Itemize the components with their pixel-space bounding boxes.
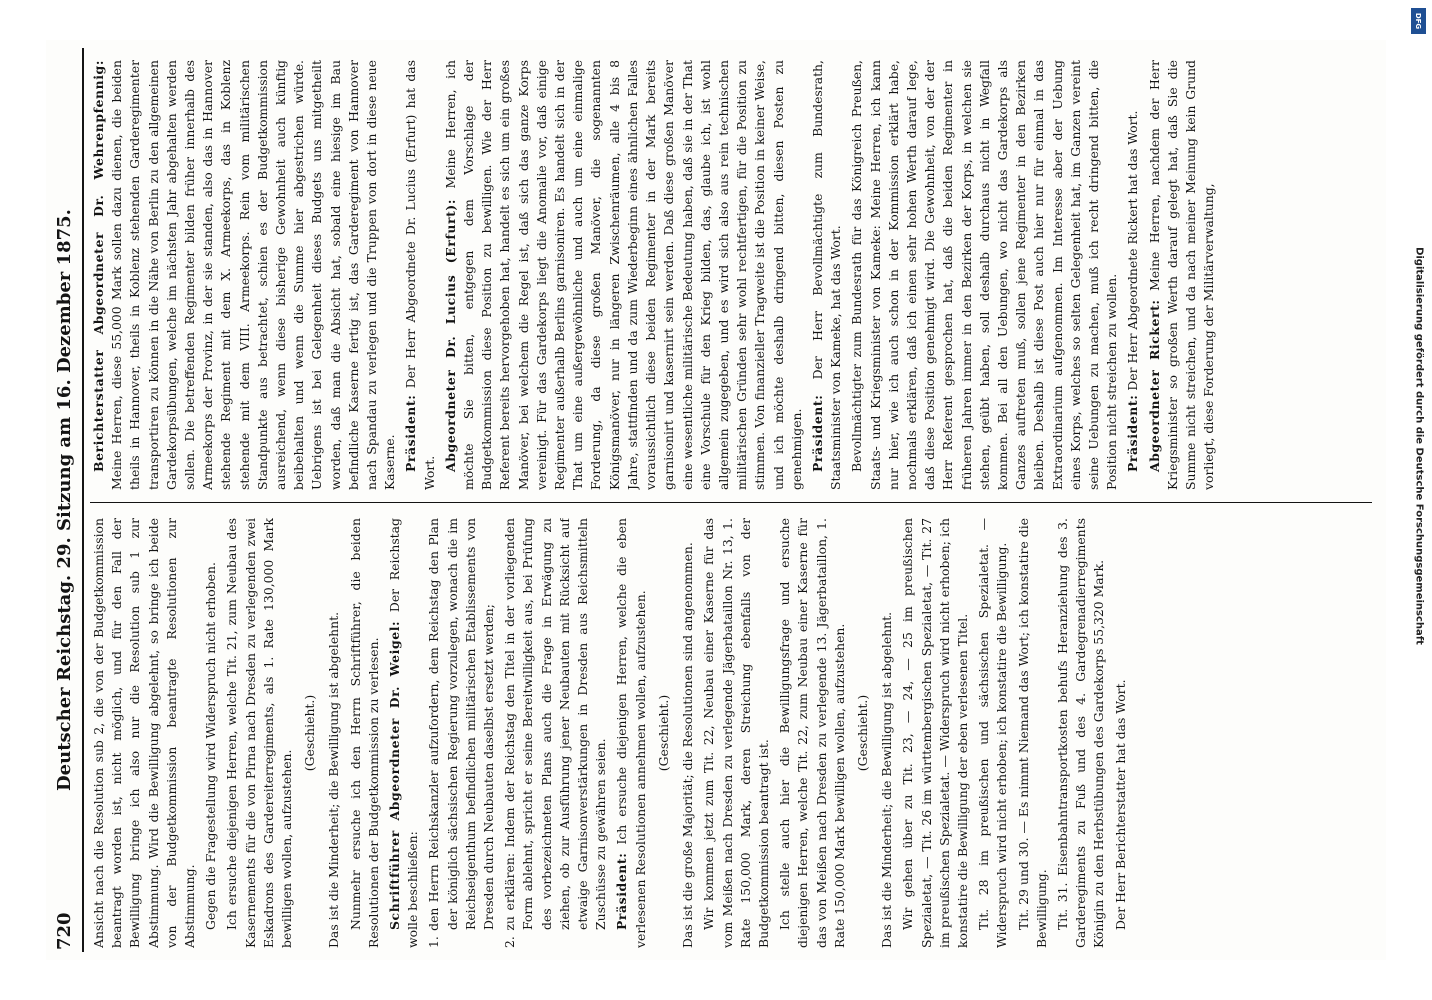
running-head	[54, 50, 82, 950]
paragraph	[776, 518, 849, 948]
paragraph	[402, 60, 438, 490]
paragraph-text: Tit. 31. Eisenbahntransportkosten behufs Heranziehung des 3. Garderegiments zu Fuß und des 4. Gardegrenadierregiments Königin zu den Herbstübungen des Gardekorps 55,320 Mark.	[1054, 518, 1107, 948]
paragraph	[1015, 518, 1051, 948]
paragraph-text: Wir gehen über zu Tit. 23, — 24, — 25 im preußischen Spezialetat, — Tit. 26 im württembergischen Spezialetat, — Tit. 27 im preußischen Spezialetat. — Widerspruch wird nicht erhoben; ich konstatire die Bewilligung der eben verlesenen Titel.	[900, 518, 970, 948]
paragraph	[848, 60, 1121, 490]
speaker-name: Präsident:	[809, 394, 825, 472]
paragraph	[809, 60, 845, 490]
paragraph	[90, 60, 399, 490]
paragraph	[700, 518, 773, 948]
paragraph-text: Meine Herren, diese 55,000 Mark sollen dazu dienen, die beiden theils in Hannover, theils in Koblenz stehenden Garderegimenter transportiren zu können in die Nähe von Berlin zu den allgemeinen Gardekorpsübungen, welche im nächsten Jahr abgehalten werden sollen. Die betreffenden Regimenter bilden früher innerhalb des Armeekorps der Provinz, in der sie standen, also das in Hannover stehende Regiment mit dem X. Armeekorps, das in Koblenz stehende mit dem VIII. Armeekorps. Rein vom militärischen Standpunkte aus betrachtet, schien es der Budgetkommission ausreichend, wenn diese bisherige Gewohnheit auch künftig beibehalten und wenn die Summe hier abgestrichen würde. Uebrigens ist bei Gelegenheit dieses Budgets uns mitgetheilt worden, daß man die Absicht hat, sobald eine hiesige im Bau befindliche Kaserne fertig ist, das Garderegiment von Hannover nach Spandau zu verlegen und die Truppen von dort in diese neue Kaserne.	[109, 60, 398, 490]
paragraph	[878, 518, 896, 948]
paragraph	[223, 518, 296, 948]
paragraph	[1146, 60, 1219, 490]
paragraph-text: 1. den Herrn Reichskanzler aufzufordern, dem Reichstag den Plan der königlich sächsischen Regierung vorzulegen, wonach die im Reichseigenthum befindlichen militärischen Etablissements von Dresden durch Neubauten daselbst ersetzt werden;	[426, 518, 497, 948]
text-column-right	[90, 60, 1372, 490]
running-title: Deutscher Reichstag. 29. Sitzung am 16. Dezember 1875.	[54, 209, 75, 791]
paragraph-text: Der Reichstag wolle beschließen:	[387, 518, 421, 948]
paragraph	[1112, 518, 1130, 948]
paragraph	[325, 518, 343, 948]
paragraph-text: Tit. 29 und 30. — Es nimmt Niemand das Wort; ich konstatire die Bewilligung.	[1015, 518, 1049, 948]
column-divider	[90, 502, 1372, 503]
speaker-name: Präsident:	[403, 394, 419, 472]
paragraph	[1054, 518, 1109, 948]
paragraph-text: Ich ersuche diejenigen Herren, welche die eben verlesenen Resolutionen annehmen wollen, aufzustehen.	[614, 518, 648, 948]
paragraph-text: Der Herr Bevollmächtigte zum Bundesrath, Staatsminister von Kameke, hat das Wort.	[809, 60, 844, 490]
speaker-name: Abgeordneter Dr. Lucius (Erfurt):	[442, 198, 458, 472]
paragraph	[425, 518, 498, 948]
paragraph-text: 2. zu erklären: Indem der Reichstag den Titel in der vorliegenden Form ablehnt, spricht er seine Bereitwilligkeit aus, bei Prüfung des vorbezeichneten Plans auch die Frage in Erwägung zu ziehen, ob zur Ausführung jener Neubauten mit Rücksicht auf etwaige Garnisonverstärkungen in Dresden aus Reichsmitteln Zuschüsse zu gewähren seien.	[502, 518, 609, 948]
dfg-credit-line: Digitalisierung gefördert durch die Deutsche Forschungsgemeinschaft	[1413, 247, 1425, 645]
scanned-page	[46, 40, 1386, 960]
page-number: 720	[54, 912, 75, 950]
paragraph	[386, 518, 422, 948]
paragraph-text: Tit. 28 im preußischen und sächsischen Spezialetat. — Widerspruch wird nicht erhoben; ich konstatire die Bewilligung.	[976, 518, 1010, 948]
paragraph-text: Wir kommen jetzt zum Tit. 22, Neubau einer Kaserne für das vom Meißen nach Dresden zu verlegende Jägerbataillon Nr. 13, 1. Rate 150,000 Mark, deren Streichung ebenfalls von der Budgetkommission beantragt ist.	[701, 518, 771, 948]
paragraph-text: (Geschieht.)	[302, 694, 318, 772]
paragraph-text: Ansicht nach die Resolution sub 2, die von der Budgetkommission beantragt worden ist, nicht möglich, und für den Fall der Bewilligung bringe ich also nur die Resolution sub 1 zur Abstimmung. Wird die Bewilligung abgelehnt, so bringe ich beide von der Budgetkommission beantragte Resolutionen zur Abstimmung.	[91, 518, 198, 948]
header-rule	[82, 48, 84, 952]
paragraph	[202, 518, 220, 948]
speaker-name: Berichterstatter Abgeordneter Dr. Wehrenpfennig:	[91, 60, 106, 472]
paragraph-text: Ich ersuche diejenigen Herren, welche Tit. 21, zum Neubau des Kasernements für die von Pirna nach Dresden zu verlegenden zwei Eskadrons des Gardereiterregiments, als 1. Rate 130,000 Mark bewilligen wollen, aufzustehen.	[224, 518, 295, 948]
paragraph-text: Bevollmächtigter zum Bundesrath für das Königreich Preußen, Staats- und Kriegsminister von Kameke: Meine Herren, ich kann nur hier, wie ich auch schon in der Kommission erklärt habe, nochmals erklären, daß ich einen sehr hohen Werth darauf lege, daß diese Position genehmigt wird. Die Gewohnheit, von der der Herr Referent gesprochen hat, daß die beiden Regimenter in früheren Jahren immer in den Bezirken der Korps, in welchen sie stehen, geübt haben, soll deshalb durchaus nicht in Wegfall kommen. Bei all den Uebungen, wo nicht das Gardekorps als Ganzes auftreten muß, sollen jene Regimenter in den Bezirken bleiben. Deshalb ist diese Post auch hier nur für einmal in das Extraordinarium aufgenommen. Im Interesse aber der Uebung eines Korps, welches so selten Gelegenheit hat, im Ganzen vereint seine Uebungen zu machen, muß ich recht dringend bitten, die Position nicht streichen zu wollen.	[849, 60, 1120, 490]
paragraph-text: Der Herr Berichterstatter hat das Wort.	[1112, 679, 1128, 930]
paragraph	[90, 518, 199, 948]
speaker-name: Abgeordneter Rickert:	[1146, 299, 1162, 472]
dfg-logo	[1411, 8, 1426, 34]
paragraph-text: Meine Herren, ich möchte Sie bitten, entgegen dem Vorschlage der Budgetkommission diese Position zu bewilligen. Wie der Herr Referent bereits hervorgehoben hat, handelt es sich um ein großes Manöver, bei welchem die Regel ist, daß sich das ganze Korps vereinigt. Für das Gardekorps liegt die Anomalie vor, daß einige Regimenter außerhalb Berlins garnisoniren. Es handelt sich in der That um eine außergewöhnliche und auch um eine einmalige Forderung, da diese großen Manöver, die sogenannten Königsmanöver, nur in längeren Zwischenräumen, alle 4 bis 8 Jahre, stattfinden und da zum Wiederbeginn eines ähnlichen Falles voraussichtlich diese beiden Regimenter in der Mark bereits garnisonirt und kasernirt sein werden. Daß diese großen Manöver eine wesentliche militärische Bedeutung haben, daß sie in der That eine Vorschule für den Krieg bilden, das, glaube ich, ist wohl allgemein zugegeben, und es wird sich also aus rein technischen militärischen Gründen sehr wohl rechtfertigen, für die Position zu stimmen. Von finanzieller Tragweite ist die Position in keiner Weise, und ich möchte deshalb dringend bitten, diesen Posten zu genehmigen.	[442, 60, 804, 490]
speaker-name: Schriftführer Abgeordneter Dr. Weigel:	[387, 620, 403, 930]
paragraph	[347, 518, 383, 948]
paragraph-text: (Geschieht.)	[655, 694, 671, 772]
paragraph-text: Gegen die Fragestellung wird Widerspruch nicht erhoben.	[203, 562, 219, 930]
speaker-name: Präsident:	[1125, 394, 1141, 472]
text-column-left	[90, 518, 1372, 948]
paragraph	[854, 518, 872, 948]
paragraph	[442, 60, 806, 490]
paragraph-text: Ich stelle auch hier die Bewilligungsfrage und ersuche diejenigen Herren, welche Tit. 22, zum Neubau einer Kaserne für das von Meißen nach Dresden zu verlegende 13. Jägerbataillon, 1. Rate 150,000 Mark bewilligen wollen, aufzustehen.	[777, 518, 847, 948]
paragraph	[501, 518, 610, 948]
paragraph	[1124, 60, 1142, 490]
paragraph	[655, 518, 673, 948]
paragraph-text: Der Herr Abgeordnete Dr. Lucius (Erfurt) hat das Wort.	[403, 60, 437, 490]
paragraph-text: Der Herr Abgeordnete Rickert hat das Wort.	[1125, 110, 1141, 391]
paragraph-text: Nunmehr ersuche ich den Herrn Schriftführer, die beiden Resolutionen der Budgetkommission zu verlesen.	[347, 518, 381, 948]
paragraph-text: Das ist die Minderheit; die Bewilligung ist abgelehnt.	[326, 611, 342, 948]
paragraph-text: Meine Herren, nachdem der Herr Kriegsminister so großen Werth darauf gelegt hat, daß Sie die Summe nicht streichen, und da nach meiner Meinung kein Grund vorliegt, diese Forderung der Militärverwaltung,	[1146, 60, 1217, 490]
speaker-name: Präsident:	[614, 852, 630, 930]
paragraph	[679, 518, 697, 948]
paragraph-text: (Geschieht.)	[854, 694, 870, 772]
paragraph	[975, 518, 1011, 948]
dfg-logo-text: DFG	[1414, 12, 1423, 30]
paragraph	[301, 518, 319, 948]
paragraph-text: Das ist die große Majorität; die Resolutionen sind angenommen.	[680, 542, 696, 948]
paragraph-text: Das ist die Minderheit; die Bewilligung ist abgelehnt.	[879, 611, 895, 948]
paragraph	[899, 518, 972, 948]
paragraph	[613, 518, 649, 948]
